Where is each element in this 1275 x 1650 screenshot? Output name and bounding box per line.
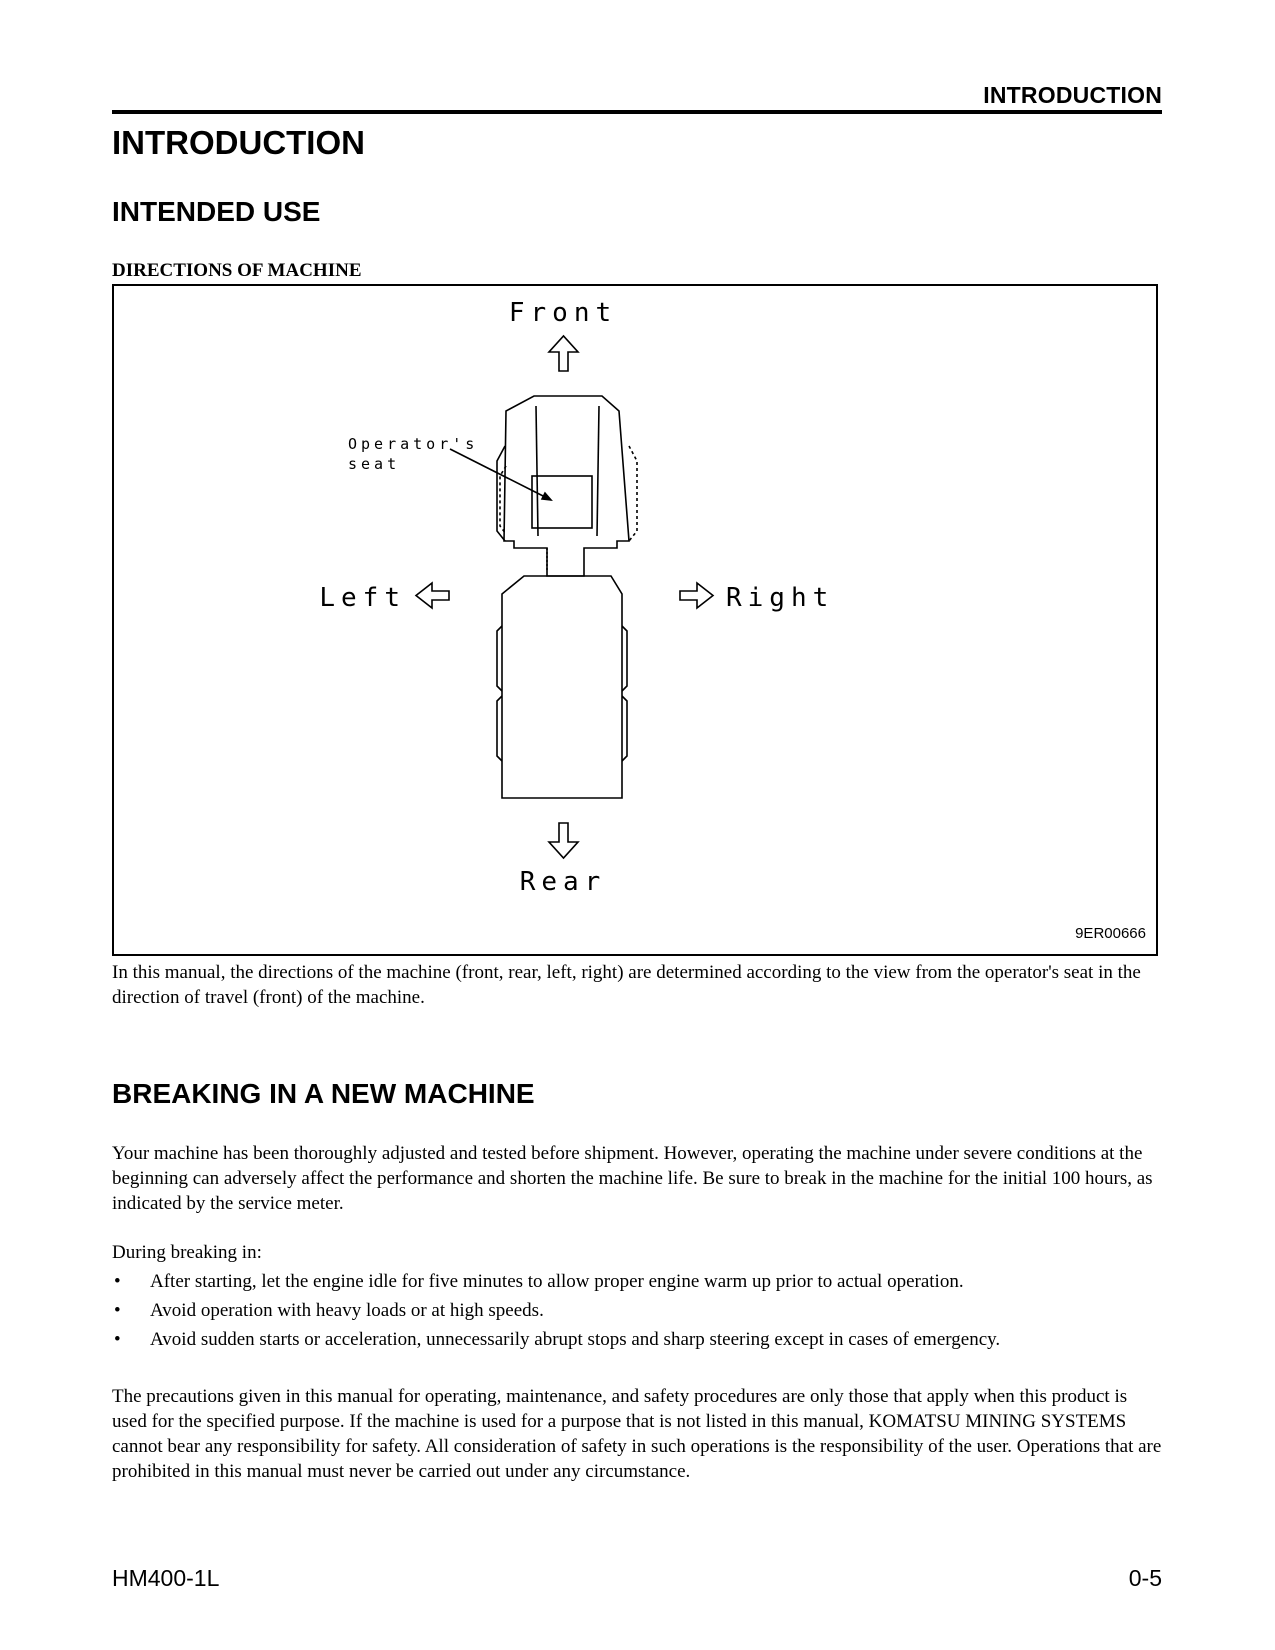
list-item-text: Avoid operation with heavy loads or at high speeds. bbox=[150, 1300, 544, 1321]
list-item-text: Avoid sudden starts or acceleration, unnecessarily abrupt stops and sharp steering except in cases of emergency. bbox=[150, 1329, 1001, 1350]
list-item-text: After starting, let the engine idle for five minutes to allow proper engine warm up prior to actual operation. bbox=[150, 1271, 964, 1292]
right-arrow-icon bbox=[680, 583, 713, 608]
left-arrow-icon bbox=[416, 583, 449, 608]
during-breaking-in-label: During breaking in: bbox=[112, 1242, 262, 1263]
breaking-in-heading: BREAKING IN A NEW MACHINE bbox=[112, 1078, 535, 1109]
list-item bbox=[112, 1298, 1162, 1327]
header-rule bbox=[112, 110, 1162, 114]
bullet-icon: • bbox=[114, 1300, 121, 1321]
seat-label-line1: Operator's bbox=[348, 435, 479, 453]
footer-page-number: 0-5 bbox=[1128, 1565, 1162, 1591]
footer-model: HM400-1L bbox=[112, 1565, 220, 1591]
operator-seat-box bbox=[532, 476, 592, 528]
page-title: INTRODUCTION bbox=[112, 124, 365, 161]
right-label: Right bbox=[726, 583, 835, 613]
bullet-icon: • bbox=[114, 1271, 121, 1292]
front-label: Front bbox=[508, 298, 618, 328]
rear-label: Rear bbox=[519, 867, 607, 897]
running-header: INTRODUCTION bbox=[983, 82, 1162, 108]
directions-subheading: DIRECTIONS OF MACHINE bbox=[112, 260, 362, 281]
rear-arrow-icon bbox=[549, 823, 578, 858]
list-item bbox=[112, 1327, 1162, 1356]
intended-use-heading: INTENDED USE bbox=[112, 196, 321, 227]
figure-id: 9ER00666 bbox=[1075, 925, 1146, 942]
machine-top-view-diagram bbox=[114, 286, 1160, 958]
bullet-icon: • bbox=[114, 1329, 121, 1350]
precautions-paragraph: The precautions given in this manual for operating, maintenance, and safety procedures are only those that apply when this product is used for the specified purpose. If the machine is used for a purpose that is not listed in this manual, KOMATSU MINING SYSTEMS cannot bear any responsibility for safety. All consideration of safety in such operations is the responsibility of the user. Operations that are prohibited in this manual must never be carried out under any circumstance. bbox=[112, 1386, 1162, 1482]
list-item bbox=[112, 1269, 1162, 1298]
directions-figure bbox=[112, 284, 1158, 956]
breaking-in-list bbox=[112, 1269, 1162, 1356]
left-label: Left bbox=[319, 583, 406, 613]
front-arrow-icon bbox=[549, 336, 578, 371]
directions-caption: In this manual, the directions of the machine (front, rear, left, right) are determined according to the view from the operator's seat in the direction of travel (front) of the machine. bbox=[112, 962, 1141, 1008]
seat-label-line2: seat bbox=[348, 455, 401, 473]
breaking-in-intro: Your machine has been thoroughly adjusted and tested before shipment. However, operating the machine under severe conditions at the beginning can adversely affect the performance and shorten the machine life. Be sure to break in the machine for the initial 100 hours, as indicated by the service meter. bbox=[112, 1143, 1153, 1214]
rear-body-outline bbox=[502, 576, 622, 798]
